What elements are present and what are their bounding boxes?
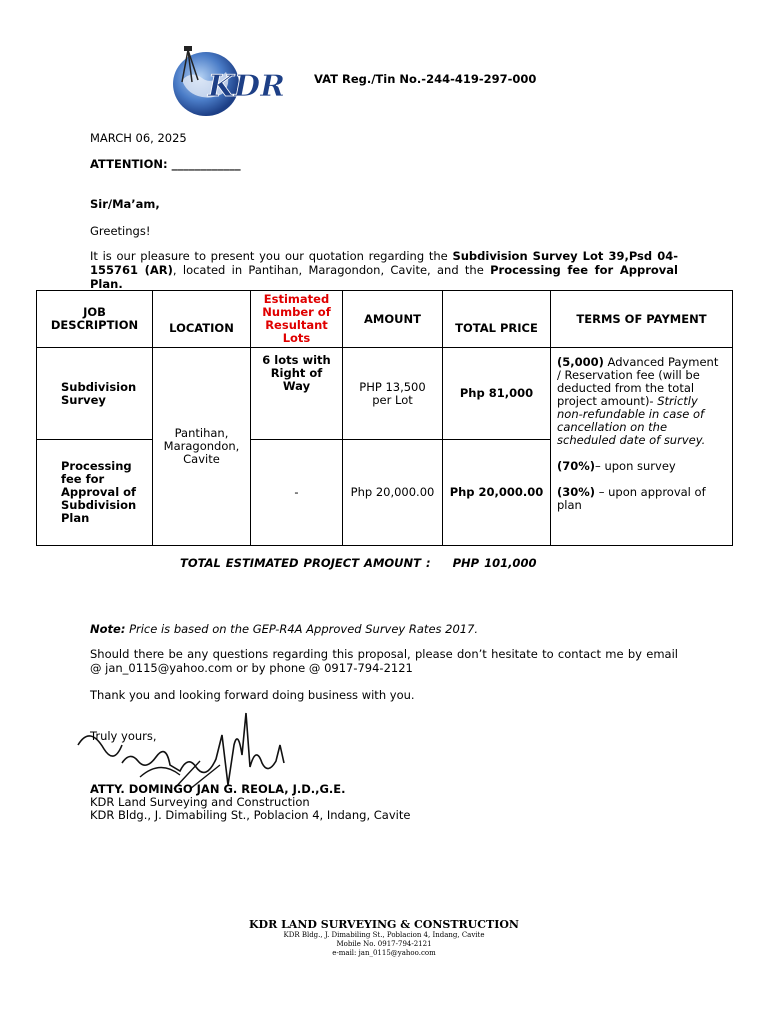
header-total-price: TOTAL PRICE: [443, 291, 551, 348]
vat-number: VAT Reg./Tin No.-244-419-297-000: [314, 72, 537, 86]
row-estimated-lots: 6 lots with Right of Way: [251, 348, 343, 440]
signer-name: ATTY. DOMINGO JAN G. REOLA, J.D.,G.E.: [90, 782, 346, 796]
contact-paragraph: Should there be any questions regarding this proposal, please don’t hesitate to contact me by email @ jan_0115@yahoo.com or by phone @ 0917-794-2121: [90, 647, 678, 675]
footer-mobile: Mobile No. 0917-794-2121: [336, 940, 432, 948]
term-upon-survey: (70%)– upon survey: [557, 459, 676, 473]
footer-company-name: KDR LAND SURVEYING & CONSTRUCTION: [249, 918, 519, 931]
note: Note: Price is based on the GEP-R4A Approved Survey Rates 2017.: [90, 622, 479, 636]
letter-date: MARCH 06, 2025: [90, 131, 187, 145]
total-estimated-amount: TOTAL ESTIMATED PROJECT AMOUNT : PHP 101,000: [180, 556, 537, 570]
header-job-description: JOB DESCRIPTION: [37, 291, 153, 348]
location-cell: Pantihan, Maragondon, Cavite: [153, 348, 251, 546]
row-amount: PHP 13,500 per Lot: [343, 348, 443, 440]
footer-email: e-mail: jan_0115@yahoo.com: [332, 949, 436, 957]
svg-text:KDR: KDR: [208, 69, 286, 104]
row-total-price: Php 20,000.00: [443, 440, 551, 546]
table-header-row: [37, 291, 733, 348]
header-location: LOCATION: [153, 291, 251, 348]
term-upon-approval: (30%) – upon approval of plan: [557, 485, 706, 512]
company-address: KDR Bldg., J. Dimabiling St., Poblacion 4, Indang, Cavite: [90, 808, 411, 822]
letterhead-footer: [0, 918, 768, 958]
row-job-description: Processing fee for Approval of Subdivision Plan: [37, 440, 153, 546]
thanks-line: Thank you and looking forward doing business with you.: [90, 688, 415, 702]
table-row: [37, 348, 733, 440]
row-total-price: Php 81,000: [443, 348, 551, 440]
header-estimated-lots: Estimated Number of Resultant Lots: [251, 291, 343, 348]
closing: Truly yours,: [90, 729, 157, 743]
header-terms-of-payment: TERMS OF PAYMENT: [551, 291, 733, 348]
term-advance-payment: (5,000) Advanced Payment / Reservation fee (will be deducted from the total project amount)- Strictly non-refundable in case of cancellation on the scheduled date of survey.: [557, 355, 719, 447]
header-amount: AMOUNT: [343, 291, 443, 348]
row-amount: Php 20,000.00: [343, 440, 443, 546]
salutation: Sir/Ma’am,: [90, 197, 160, 211]
row-job-description: Subdivision Survey: [37, 348, 153, 440]
intro-paragraph: It is our pleasure to present you our quotation regarding the Subdivision Survey Lot 39,Psd 04-155761 (AR), located in Pantihan, Maragondon, Cavite, and the Processing fee for Approval Plan.: [90, 249, 678, 291]
row-estimated-lots: -: [251, 440, 343, 546]
quotation-table: [36, 290, 733, 546]
attention-line: ATTENTION: ____________: [90, 157, 241, 171]
kdr-logo: [168, 42, 286, 118]
footer-address: KDR Bldg., J. Dimabiling St., Poblacion 4, Indang, Cavite: [283, 931, 485, 939]
greeting: Greetings!: [90, 224, 151, 238]
terms-cell: [551, 348, 733, 546]
company-name: KDR Land Surveying and Construction: [90, 795, 310, 809]
